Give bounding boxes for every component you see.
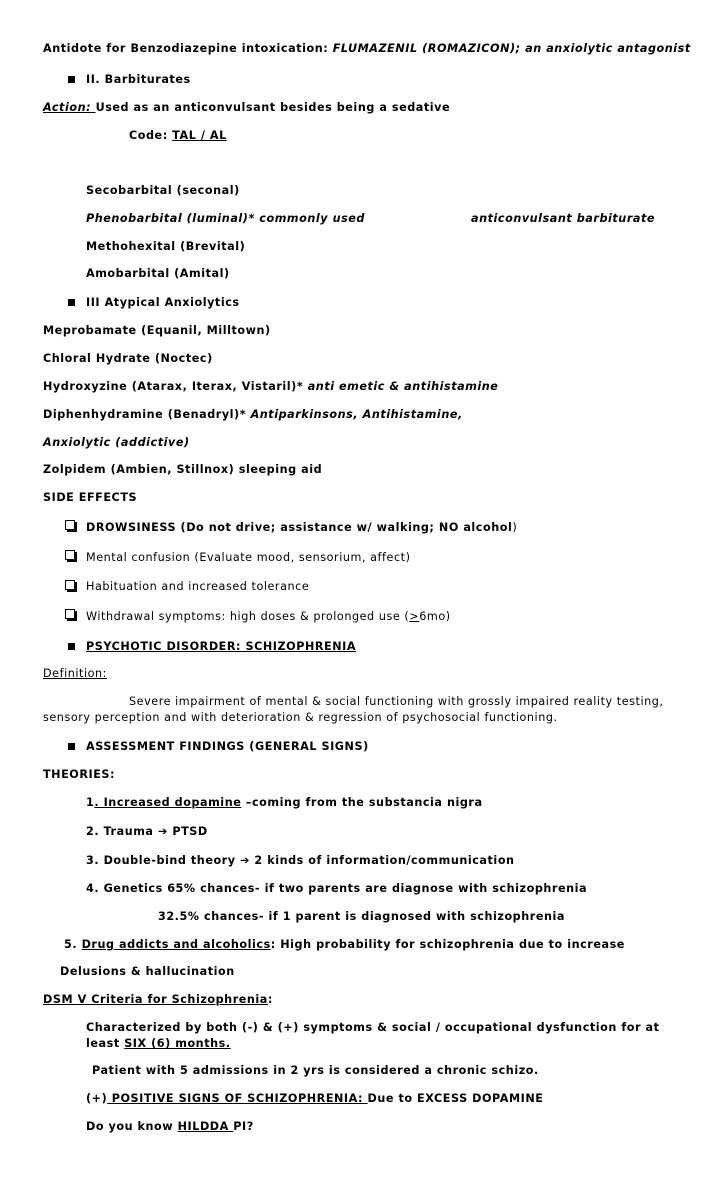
dsm-duration: SIX (6) months. [124, 1037, 231, 1050]
theory-2 [86, 825, 208, 839]
heading-assessment: ASSESSMENT FINDINGS (GENERAL SIGNS) [86, 740, 369, 753]
withdrawal-text: Withdrawal symptoms: high doses & prolonged use ( [86, 610, 410, 623]
heading-schizophrenia: PSYCHOTIC DISORDER: SCHIZOPHRENIA [86, 640, 357, 653]
theory-3-result: 2 kinds of information/communication [249, 854, 515, 867]
drug-amobarbital: Amobarbital (Amital) [86, 267, 230, 280]
theory-1-title: . Increased dopamine [94, 796, 242, 809]
action-label: Action: [43, 101, 96, 114]
heading-barbiturates: II. Barbiturates [86, 73, 191, 86]
theory-4-cont: 32.5% chances- if 1 parent is diagnosed with schizophrenia [158, 910, 565, 923]
phenobarbital-note: anticonvulsant barbiturate [471, 212, 656, 225]
drowsiness-text: DROWSINESS (Do not drive; assistance w/ walking; NO alcohol [86, 521, 513, 534]
theory-2-result: PTSD [167, 825, 208, 838]
action-line [43, 101, 450, 115]
heading-atypical-anxiolytics: III Atypical Anxiolytics [86, 296, 240, 309]
withdrawal-gte: > [409, 610, 420, 623]
action-text: Used as an anticonvulsant besides being a sedative [95, 101, 451, 114]
hydroxyzine-note: anti emetic & antihistamine [307, 380, 499, 393]
hildda-prefix: Do you know [86, 1120, 178, 1133]
checkbox-bullet-icon [65, 580, 75, 590]
drug-chloral-hydrate: Chloral Hydrate (Noctec) [43, 352, 213, 365]
bullet-square-icon [68, 743, 75, 750]
side-effect-habituation: Habituation and increased tolerance [86, 580, 310, 593]
bullet-square-icon [68, 643, 75, 650]
drug-hydroxyzine [43, 380, 498, 394]
theory-4: 4. Genetics 65% chances- if two parents are diagnose with schizophrenia [86, 882, 588, 895]
hildda-line [86, 1120, 254, 1134]
code-line [129, 129, 227, 143]
dsm-text-2 [86, 1037, 231, 1051]
theory-5 [64, 938, 625, 952]
side-effect-drowsiness [86, 521, 517, 535]
dsm-heading [43, 993, 273, 1007]
positive-signs-symbol: (+) [86, 1092, 108, 1105]
antidote-value: FLUMAZENIL (ROMAZICON); an anxiolytic antagonist [332, 42, 691, 55]
heading-side-effects: SIDE EFFECTS [43, 491, 138, 504]
definition-label: Definition: [43, 667, 107, 680]
definition-text-1: Severe impairment of mental & social functioning with grossly impaired reality testing, [129, 695, 664, 708]
hydroxyzine-name: Hydroxyzine (Atarax, Iterax, Vistaril)* [43, 380, 308, 393]
checkbox-bullet-icon [65, 550, 75, 560]
drug-secobarbital: Secobarbital (seconal) [86, 184, 240, 197]
theory-1 [86, 796, 483, 810]
arrow-right-icon: ➔ [240, 854, 250, 867]
theory-1-desc: –coming from the substancia nigra [241, 796, 483, 809]
dsm-text-1: Characterized by both (-) & (+) symptoms & social / occupational dysfunction for at [86, 1021, 660, 1034]
chronic-note: Patient with 5 admissions in 2 yrs is considered a chronic schizo. [92, 1064, 539, 1077]
code-label: Code: [129, 129, 173, 142]
drug-methohexital: Methohexital (Brevital) [86, 240, 246, 253]
bullet-square-icon [68, 299, 75, 306]
checkbox-bullet-icon [65, 520, 75, 530]
checkbox-bullet-icon [65, 609, 75, 619]
theory-5-desc: : High probability for schizophrenia due to increase [270, 938, 625, 951]
drowsiness-close: ) [512, 521, 518, 534]
theory-5-title: Drug addicts and alcoholics [81, 938, 271, 951]
diphenhydramine-note-cont: Anxiolytic (addictive) [43, 436, 190, 449]
theory-5-number: 5. [64, 938, 82, 951]
theory-5-cont: Delusions & hallucination [60, 965, 235, 978]
diphenhydramine-note: Antiparkinsons, Antihistamine, [250, 408, 463, 421]
hildda-mnemonic: HILDDA [177, 1120, 234, 1133]
side-effect-withdrawal [86, 610, 451, 624]
heading-theories: THEORIES: [43, 768, 116, 781]
code-value: TAL / AL [172, 129, 227, 142]
dsm-heading-colon: : [267, 993, 273, 1006]
arrow-right-icon: ➔ [157, 825, 168, 838]
drug-phenobarbital: Phenobarbital (luminal)* commonly used [86, 212, 365, 225]
theory-3-text: 3. Double-bind theory [86, 854, 241, 867]
drug-zolpidem: Zolpidem (Ambien, Stillnox) sleeping aid [43, 463, 323, 476]
theory-2-text: 2. Trauma [86, 825, 158, 838]
dsm-least: least [86, 1037, 125, 1050]
positive-signs-title: POSITIVE SIGNS OF SCHIZOPHRENIA: [107, 1092, 368, 1105]
diphenhydramine-name: Diphenhydramine (Benadryl)* [43, 408, 251, 421]
theory-3 [86, 854, 515, 868]
antidote-label: Antidote for Benzodiazepine intoxication: [43, 42, 333, 55]
dsm-heading-title: DSM V Criteria for Schizophrenia [43, 993, 268, 1006]
drug-diphenhydramine [43, 408, 463, 422]
drug-meprobamate: Meprobamate (Equanil, Milltown) [43, 324, 271, 337]
hildda-suffix: PI? [233, 1120, 254, 1133]
positive-signs-cause: Due to EXCESS DOPAMINE [367, 1092, 544, 1105]
theory-1-number: 1 [86, 796, 95, 809]
bullet-square-icon [68, 76, 75, 83]
withdrawal-duration: 6mo) [419, 610, 451, 623]
definition-text-2: sensory perception and with deterioration & regression of psychosocial functioning. [43, 711, 558, 724]
side-effect-confusion: Mental confusion (Evaluate mood, sensorium, affect) [86, 551, 411, 564]
antidote-line [43, 42, 691, 56]
positive-signs-line [86, 1092, 543, 1106]
